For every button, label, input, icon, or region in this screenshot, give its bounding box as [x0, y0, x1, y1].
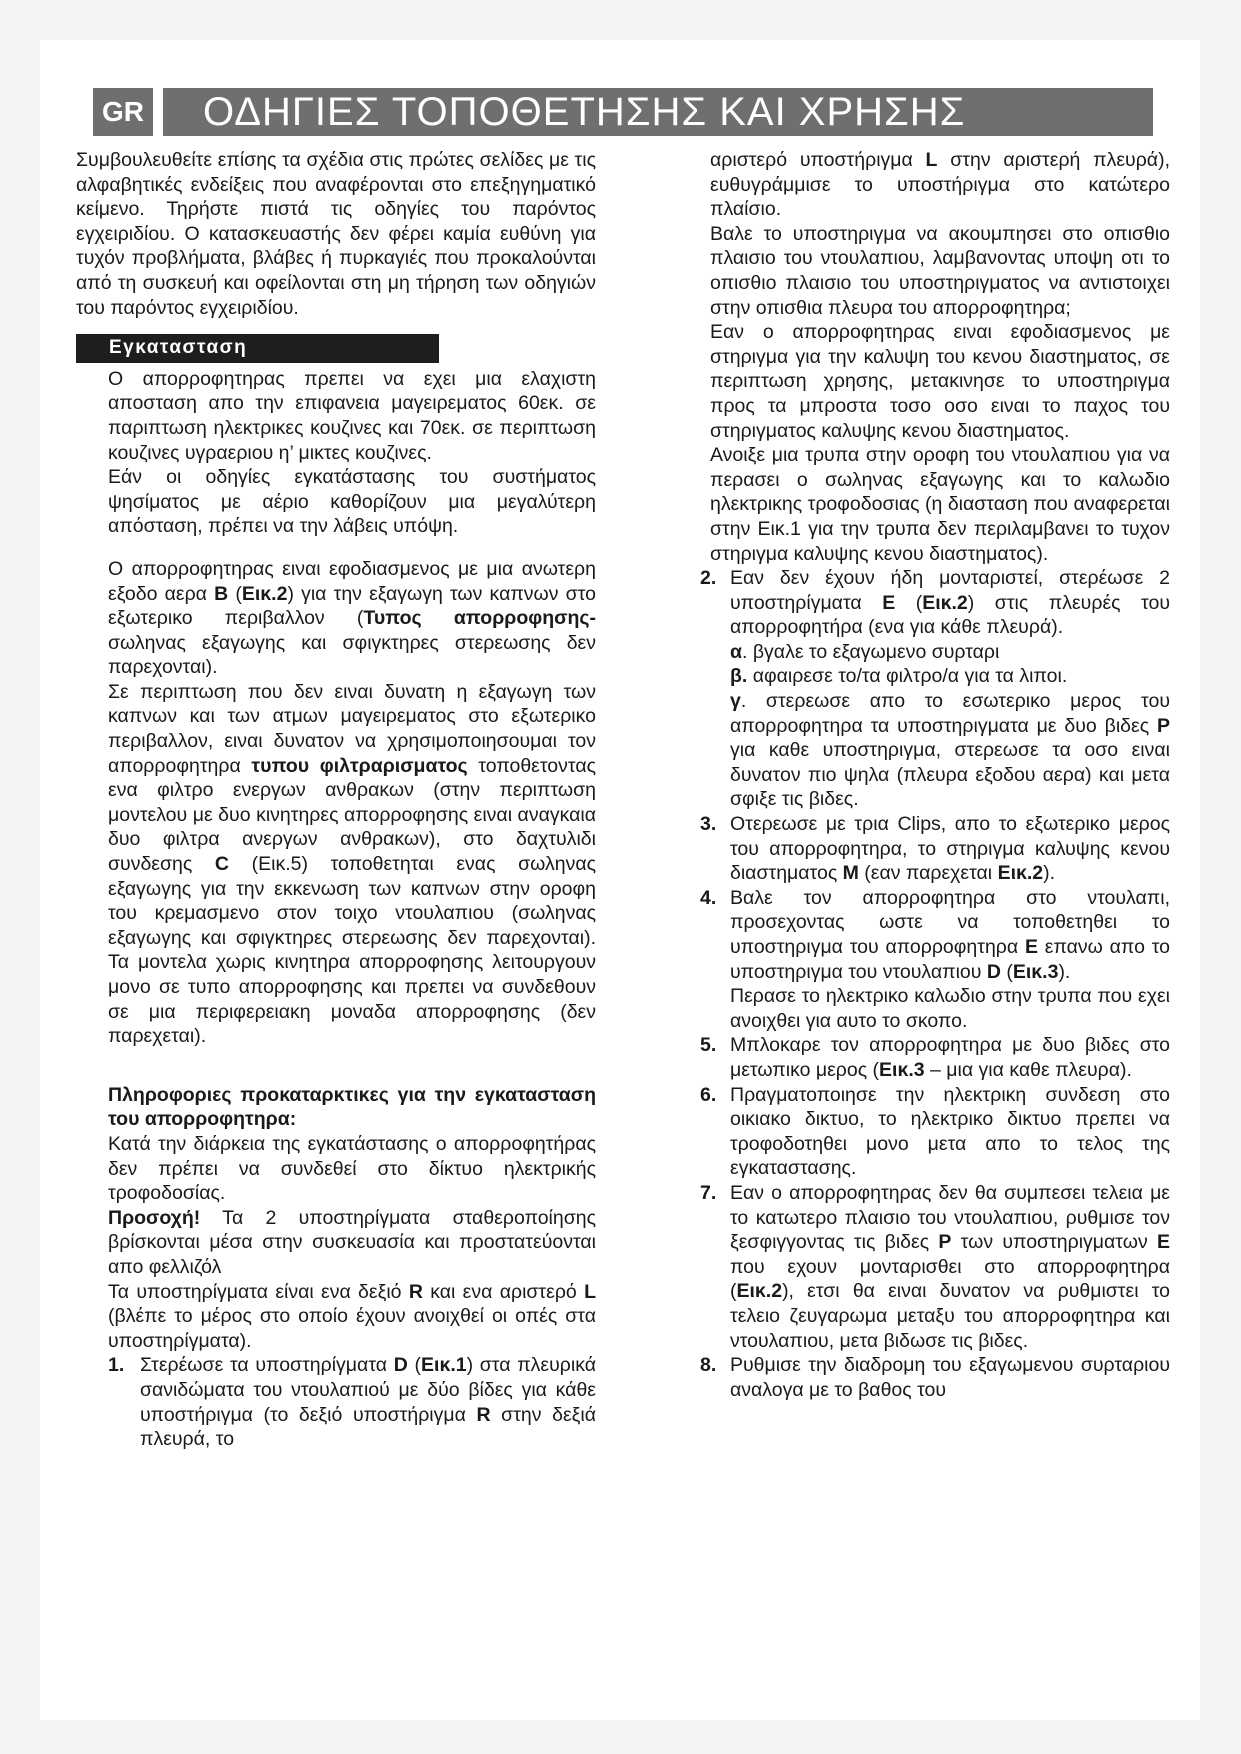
- step-8: 8. Ρυθμισε την διαδρομη του εξαγωμενου συρταριου αναλογα με το βαθος του: [700, 1354, 1170, 1401]
- step-1-p3: Εαν ο απορροφητηρας ειναι εφοδιασμενος με στηριγμα για την καλυψη του κενου διαστηματος, σε περιπτωση χρησης, μετακινησε το υποστηριγμα προς τα μπροστα τοσο οσο ειναι το παχος του στηριγματος καλυψης κενου διαστηματος.: [710, 321, 1170, 442]
- step-1-p2: Βαλε το υποστηριγμα να ακουμπησει στο οπισθιο πλαισιο του ντουλαπιου, λαμβανοντας υποψη οτι το οπισθιο πλαισιο του υποστηριγματος να αντιστοιχει στην οπισθια πλευρα του απορροφητηρα;: [710, 222, 1170, 319]
- intro-paragraph: Συμβουλευθείτε επίσης τα σχέδια στις πρώτες σελίδες με τις αλφαβητικές ενδείξεις που αναφέρονται στο επεξηγηματικό κείμενο. Τηρήστε πιστά τις οδηγίες του παρόντος εγχειριδίου. Ο κατασκευαστής δεν φέρει καμία ευθύνη για τυχόν προβλήματα, βλάβες ή πυρκαγιές που προκαλούνται από τη συσκευή και οφείλονται στη μη τήρηση των οδηγιών του παρόντος εγχειριδίου.: [76, 149, 596, 319]
- step-1-continued: [700, 148, 1170, 566]
- steps-list-left: [108, 1353, 596, 1451]
- left-column: [76, 148, 596, 1452]
- step-7: 7. Εαν ο απορροφητηρας δεν θα συμπεσει τελεια με το κατωτερο πλαισιο του ντουλαπιου, ρυθμισε τον ξεσφιγγοντας τις βιδες P των υποστηριγματων E που εχουν μονταρισθει στο απορροφητηρα (Εικ.2), ετσι θα ειναι δυνατον να ρυθμιστει το τελειο ζευγαρωμα μεταξυ του απορροφητηρα και ντουλαπιου, μετα βιδωσε τις βιδες.: [700, 1181, 1171, 1352]
- installation-p2: Εάν οι οδηγίες εγκατάστασης του συστήματος ψησίματος με αέριο καθορίζουν μια μεγαλύτερη απόσταση, πρέπει να την λάβεις υπόψη.: [108, 466, 596, 538]
- step-6: 6. Πραγματοποιησε την ηλεκτρικη συνδεση στο οικιακο δικτυο, το ηλεκτρικο δικτυο πρεπει να τροφοδοτηθει μονο μετα απο το τελος της εγκαταστασης.: [700, 1083, 1170, 1180]
- step-4: 4. Βαλε τον απορροφητηρα στο ντουλαπι, προσεχοντας ωστε να τοποθετηθει το υποστηριγμα του απορροφητηρα E επανω απο το υποστηριγμα του ντουλαπιου D (Εικ.3). Περασε το ηλεκτρικο καλωδιο στην τρυπα που εχει ανοιχθει για αυτο το σκοπο.: [700, 886, 1170, 1032]
- step-2-alpha: α. βγαλε το εξαγωμενο συρταρι: [730, 640, 1000, 663]
- page-title: ΟΔΗΓΙΕΣ ΤΟΠΟΘΕΤΗΣΗΣ ΚΑΙ ΧΡΗΣΗΣ: [163, 88, 1153, 136]
- step-2: 2. Εαν δεν έχουν ήδη μονταριστεί, στερέωσε 2 υποστηρίγματα E (Εικ.2) στις πλευρές του απορροφητήρα (ενα για κάθε πλευρά). α. βγαλε το εξαγωμενο συρταρι β. αφαιρεσε το/τα φιλτρο/α για τα λιποι. γ. στερεωσε απο το εσωτερικο μερος του απορροφητηρα τα υποστηριγματα με δυο βιδες P για καθε υποστηριγμα, στερεωσε τα οσο ειναι δυνατον πιο ψηλα (πλευρα εξοδου αερα) και μετα σφιξε τις βιδες.: [700, 567, 1170, 811]
- installation-p1: Ο απορροφητηρας πρεπει να εχει μια ελαχιστη αποσταση απο την επιφανεια μαγειρεματος 60εκ. σε παριπτωση ηλεκτρικες κουζινες και 70εκ. σε περιπτωση κουζινες υγραεριου η’ μικτες κουζινες.: [108, 367, 596, 464]
- step-2-beta: β. αφαιρεσε το/τα φιλτρο/α για τα λιποι.: [730, 665, 1068, 688]
- language-code: GR: [93, 88, 153, 136]
- step-1-cont: αριστερό υποστήριγμα L στην αριστερή πλευρά), ευθυγράμμισε το υποστήριγμα στο κατώτερο πλαίσιο.: [710, 149, 1170, 221]
- page-header: [93, 88, 1153, 136]
- preliminary-p3: Τα υποστηρίγματα είναι ενα δεξιό R και ενα αριστερό L (βλέπε το μέρος στο οποίο έχουν ανοιχθεί οι οπές στα υποστηρίγματα).: [108, 1280, 596, 1352]
- installation-p3: Ο απορροφητηρας ειναι εφοδιασμενος με μια ανωτερη εξοδο αερα B (Εικ.2) για την εξαγωγη των καπνων στο εξωτερικο περιβαλλον (Τυπος απορροφησης- σωληνας εξαγωγης και σφιγκτηρες στερεωσης δεν παρεχονται).: [108, 557, 596, 679]
- preliminary-p1: Κατά την διάρκεια της εγκατάστασης ο απορροφητήρας δεν πρέπει να συνδεθεί στο δίκτυο ηλεκτρικής τροφοδοσίας.: [108, 1132, 596, 1205]
- step-1-p4: Ανοιξε μια τρυπα στην οροφη του ντουλαπιου για να περασει ο σωληνας εξαγωγης και το καλωδιο ηλεκτρικης τροφοδοσιας (η διασταση που αναφερεται στην Εικ.1 για την τρυπα δεν περιλαμβανει το τυχον στηριγμα καλυψης κενου διαστηματος).: [710, 444, 1170, 565]
- steps-list-right: [700, 566, 1170, 1402]
- step-4-p2: Περασε το ηλεκτρικο καλωδιο στην τρυπα που εχει ανοιχθει για αυτο το σκοπο.: [730, 985, 1170, 1032]
- right-column: [700, 148, 1170, 1402]
- installation-heading: Εγκατασταση: [76, 334, 439, 363]
- installation-p4: Σε περιπτωση που δεν ειναι δυνατη η εξαγωγη των καπνων και των ατμων μαγειρεματος στο εξωτερικο περιβαλλον, ειναι δυνατον να χρησιμοποιησουμαι τον απορροφητηρα τυπου φιλτραρισματος τοποθετοντας ενα φιλτρο ενεργων ανθρακων (στην περιπτωση μοντελου με δυο κινητηρες απορροφησης ειναι αναγκαια δυο φιλτρα ανεργων ανθρακων), στο δαχτυλιδι συνδεσης C (Εικ.5) τοποθετηται ενας σωληνας εξαγωγης για την εκκενωση των καπνων στην οροφη του κρεμασμενο στον τοιχο ντουλαπιου (σωληνας εξαγωγης και σφιγκτηρες στερεωσης δεν παρεχονται). Τα μοντελα χωρις κινητηρα απορροφησης λειτουργουν μονο σε τυπο απορροφησης και πρεπει να συνδεθουν σε μια περιφερειακη μοναδα απορροφησης (δεν παρεχεται).: [108, 680, 596, 1048]
- installation-section: [76, 367, 596, 1452]
- step-5: 5. Μπλοκαρε τον απορροφητηρα με δυο βιδες στο μετωπικο μερος (Εικ.3 – μια για καθε πλευρα).: [700, 1034, 1170, 1081]
- step-1: 1. Στερέωσε τα υποστηρίγματα D (Εικ.1) στα πλευρικά σανιδώματα του ντουλαπιού με δύο βίδες για κάθε υποστήριγμα (το δεξιό υποστήριγμα R στην δεξιά πλευρά, το: [108, 1354, 596, 1451]
- step-3: 3. Οτερεωσε με τρια Clips, απο το εξωτερικο μερος του απορροφητηρα, το στηριγμα καλυψης κενου διαστηματος M (εαν παρεχεται Εικ.2).: [700, 813, 1170, 885]
- preliminary-p2: Προσοχή! Τα 2 υποστηρίγματα σταθεροποίησης βρίσκονται μέσα στην συσκευασία και προστατεύονται απο φελλιζόλ: [108, 1206, 596, 1278]
- step-2-gamma: γ. στερεωσε απο το εσωτερικο μερος του απορροφητηρα τα υποστηριγματα με δυο βιδες P για καθε υποστηριγμα, στερεωσε τα οσο ειναι δυνατον πιο ψηλα (πλευρα εξοδου αερα) και μετα σφιξε τις βιδες.: [730, 690, 1170, 811]
- preliminary-heading: Πληροφοριες προκαταρκτικες για την εγκατασταση του απορροφητηρα:: [108, 1083, 596, 1131]
